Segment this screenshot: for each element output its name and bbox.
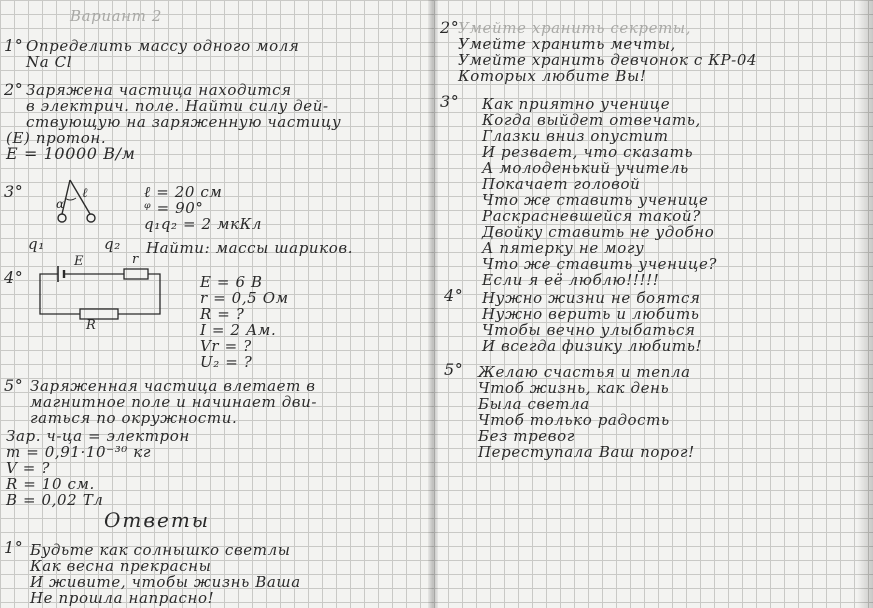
left-page bbox=[0, 0, 432, 608]
q4-given: U₂ = ? bbox=[200, 353, 253, 371]
ans3-line: А пятерку не могу bbox=[482, 239, 645, 257]
ans4-text bbox=[482, 290, 702, 354]
q2-line: в электрич. поле. Найти силу дей- bbox=[26, 97, 329, 115]
q2-line: ствующую на заряженную частицу bbox=[26, 113, 342, 131]
ans4-line: И всегда физику любить! bbox=[482, 337, 703, 355]
q5-line: Заряженная частица влетает в bbox=[30, 377, 316, 395]
ans2-line: Умейте хранить девчонок с КР-04 bbox=[458, 51, 758, 69]
circuit-r-small-label: r bbox=[132, 252, 139, 267]
ans3-line: Двойку ставить не удобно bbox=[482, 223, 715, 241]
ans2-line: Умейте хранить секреты, bbox=[458, 19, 692, 37]
q1-text bbox=[26, 38, 299, 70]
q5-data-line: R = 10 см. bbox=[6, 475, 95, 493]
q3-given: q₁q₂ = 2 мкКл bbox=[144, 215, 263, 233]
ans5-line: Переступала Ваш порог! bbox=[478, 443, 695, 461]
ans3-number: 3° bbox=[440, 92, 460, 111]
q5-data-line: B = 0,02 Тл bbox=[6, 491, 104, 509]
ans3-line: Раскрасневшейся такой? bbox=[482, 207, 701, 225]
q3-number: 3° bbox=[4, 182, 24, 201]
ans3-line: Как приятно ученице bbox=[482, 95, 671, 113]
variant-header: Вариант 2 bbox=[70, 7, 162, 25]
q2-text bbox=[6, 81, 342, 147]
ans1-line: Как весна прекрасны bbox=[30, 557, 212, 575]
q5-data-line: V = ? bbox=[6, 459, 50, 477]
ans3-text bbox=[482, 96, 717, 288]
ans1-text bbox=[30, 542, 301, 606]
ans5-line: Была светла bbox=[478, 395, 590, 413]
q1-line: Na Cl bbox=[26, 53, 73, 71]
ans1-line: Не прошла напрасно! bbox=[30, 589, 215, 607]
ans3-line: А молоденький учитель bbox=[482, 159, 689, 177]
ans3-line: Что же ставить ученице bbox=[482, 191, 709, 209]
q5-line: гаться по окружности. bbox=[30, 409, 238, 427]
q2-number: 2° bbox=[4, 80, 24, 99]
ans2-line: Умейте хранить мечты, bbox=[458, 35, 676, 53]
ans2-line: Которых любите Вы! bbox=[458, 67, 647, 85]
q1-number: 1° bbox=[4, 36, 24, 55]
q4-number: 4° bbox=[4, 268, 24, 287]
ans5-line: Без тревог bbox=[478, 427, 575, 445]
q2-charge-label: q₂ bbox=[104, 235, 121, 253]
q4-given: R = ? bbox=[200, 305, 245, 323]
ans4-line: Нужно жизни не боятся bbox=[482, 289, 701, 307]
ans5-line: Желаю счастья и тепла bbox=[478, 363, 691, 381]
q5-text bbox=[30, 378, 317, 426]
q5-data bbox=[6, 428, 190, 508]
q5-number: 5° bbox=[4, 376, 24, 395]
q3-task: Найти: массы шариков. bbox=[146, 239, 354, 257]
ans4-line: Нужно верить и любить bbox=[482, 305, 700, 323]
q4-given: Е = 6 В bbox=[200, 273, 263, 291]
q4-given: I = 2 Ам. bbox=[200, 321, 277, 339]
ans3-line: Покачает головой bbox=[482, 175, 641, 193]
q1-charge-label: q₁ bbox=[28, 235, 45, 253]
q3-given: ℓ = 20 см bbox=[144, 183, 223, 201]
q4-givens bbox=[200, 274, 289, 370]
ans1-line: Будьте как солнышко светлы bbox=[30, 541, 291, 559]
ans3-line: Если я её люблю!!!!! bbox=[482, 271, 660, 289]
ans3-line: Что же ставить ученице? bbox=[482, 255, 718, 273]
ans1-line: И живите, чтобы жизнь Ваша bbox=[30, 573, 301, 591]
q3-givens bbox=[144, 184, 262, 232]
q3-given: ᵠ = 90° bbox=[144, 199, 204, 217]
ans3-line: Глазки вниз опустит bbox=[482, 127, 669, 145]
q5-data-line: Зар. ч-ца = электрон bbox=[6, 427, 190, 445]
circuit-r-big-label: R bbox=[86, 318, 97, 333]
ans3-line: Когда выйдет отвечать, bbox=[482, 111, 701, 129]
ell-label: ℓ bbox=[82, 186, 89, 201]
ans5-line: Чтоб только радость bbox=[478, 411, 670, 429]
ans4-line: Чтобы вечно улыбаться bbox=[482, 321, 696, 339]
q5-line: магнитное поле и начинает дви- bbox=[30, 393, 318, 411]
q2-formula: E = 10000 В/м bbox=[6, 144, 136, 163]
answers-title: Ответы bbox=[104, 508, 211, 532]
right-page bbox=[436, 0, 873, 608]
ans1-number: 1° bbox=[4, 538, 24, 557]
page-edge-shadow bbox=[857, 0, 873, 608]
q4-given: r = 0,5 Ом bbox=[200, 289, 289, 307]
q2-line: Заряжена частица находится bbox=[26, 81, 292, 99]
circuit-diagram bbox=[40, 262, 166, 320]
ans5-line: Чтоб жизнь, как день bbox=[478, 379, 670, 397]
ans5-number: 5° bbox=[444, 360, 464, 379]
ans5-text bbox=[478, 364, 695, 460]
q2-line: (Е) протон. bbox=[6, 129, 107, 147]
q5-data-line: m = 0,91·10⁻³⁰ кг bbox=[6, 443, 152, 461]
ans2-number: 2° bbox=[440, 18, 460, 37]
q1-line: Определить массу одного моля bbox=[26, 37, 300, 55]
alpha-label: α bbox=[56, 197, 65, 211]
ans3-line: И резвает, что сказать bbox=[482, 143, 694, 161]
ans2-text bbox=[458, 20, 757, 84]
circuit-e-label: Е bbox=[74, 254, 85, 269]
q4-given: Vr = ? bbox=[200, 337, 252, 355]
ans4-number: 4° bbox=[444, 286, 464, 305]
